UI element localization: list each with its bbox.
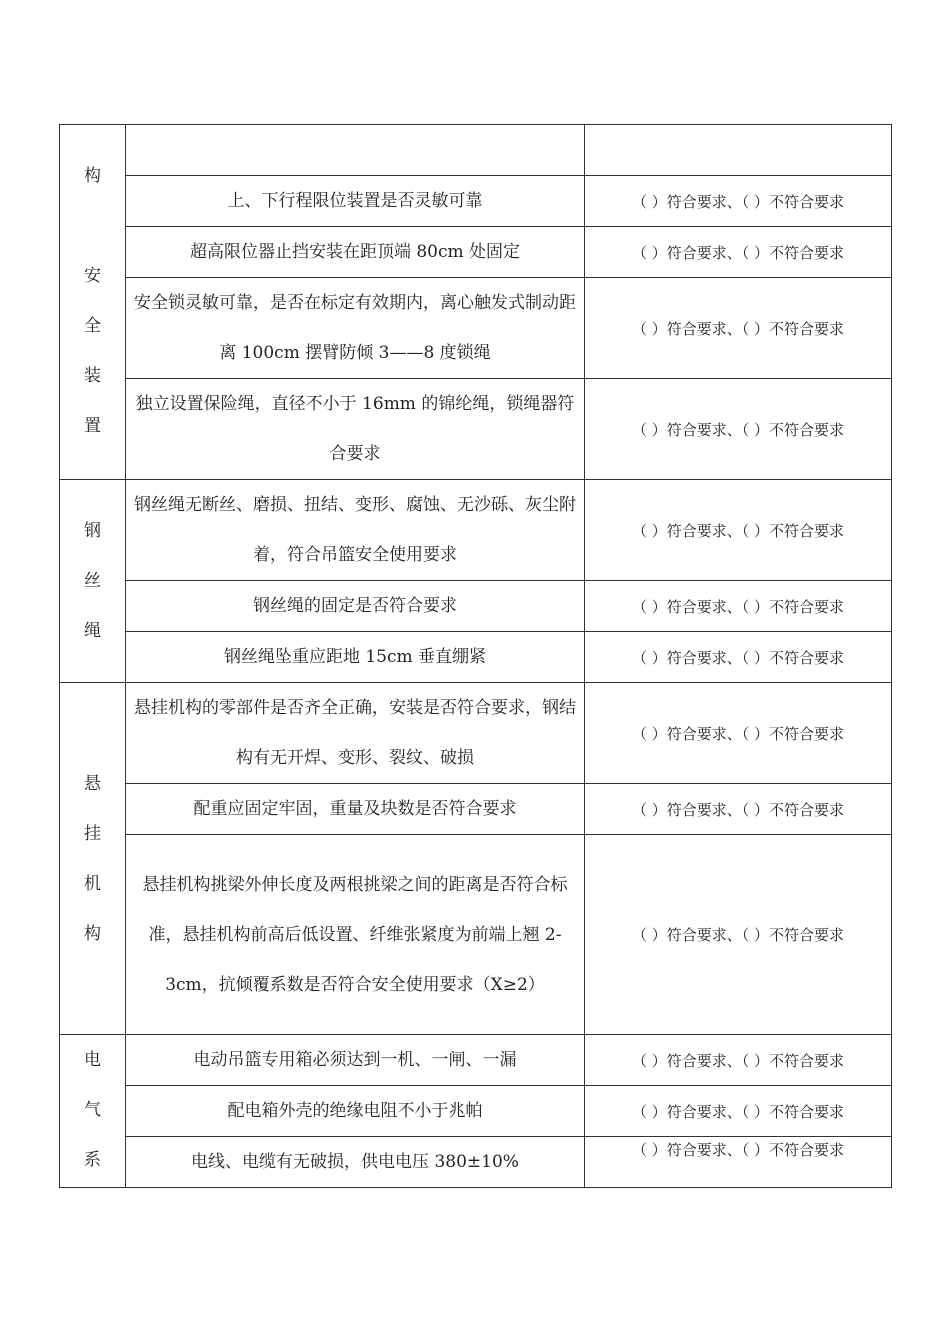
table-row bbox=[60, 227, 892, 278]
check-item bbox=[126, 125, 585, 176]
category-wire-rope: 钢 丝 绳 bbox=[60, 480, 126, 683]
result-options[interactable]: （ ）符合要求、（ ）不符合要求 bbox=[585, 227, 892, 278]
check-item: 超高限位器止挡安装在距顶端 80cm 处固定 bbox=[126, 227, 585, 278]
check-item: 钢丝绳的固定是否符合要求 bbox=[126, 581, 585, 632]
check-item: 电线、电缆有无破损，供电电压 380±10% bbox=[126, 1137, 585, 1188]
table-row bbox=[60, 835, 892, 1035]
table-row bbox=[60, 581, 892, 632]
table-row bbox=[60, 784, 892, 835]
category-electrical: 电 气 系 bbox=[60, 1035, 126, 1188]
check-item: 悬挂机构的零部件是否齐全正确，安装是否符合要求，钢结构有无开焊、变形、裂纹、破损 bbox=[126, 683, 585, 784]
check-item: 钢丝绳坠重应距地 15cm 垂直绷紧 bbox=[126, 632, 585, 683]
category-safety-devices: 构 安 全 装 置 bbox=[60, 125, 126, 480]
result-options[interactable]: （ ）符合要求、（ ）不符合要求 bbox=[585, 1035, 892, 1086]
result-options[interactable]: （ ）符合要求、（ ）不符合要求 bbox=[585, 835, 892, 1035]
table-row bbox=[60, 1137, 892, 1188]
inspection-table bbox=[59, 124, 892, 1188]
result-options[interactable]: （ ）符合要求、（ ）不符合要求 bbox=[585, 278, 892, 379]
result-options[interactable]: （ ）符合要求、（ ）不符合要求 bbox=[585, 379, 892, 480]
check-item: 配电箱外壳的绝缘电阻不小于兆帕 bbox=[126, 1086, 585, 1137]
table-row bbox=[60, 683, 892, 784]
check-item: 悬挂机构挑梁外伸长度及两根挑梁之间的距离是否符合标准，悬挂机构前高后低设置、纤维张紧度为前端上翘 2-3cm，抗倾覆系数是否符合安全使用要求（X≥2） bbox=[126, 835, 585, 1035]
table-row bbox=[60, 1086, 892, 1137]
result-options[interactable]: （ ）符合要求、（ ）不符合要求 bbox=[585, 176, 892, 227]
check-item: 上、下行程限位装置是否灵敏可靠 bbox=[126, 176, 585, 227]
table-row bbox=[60, 176, 892, 227]
table-row bbox=[60, 480, 892, 581]
check-item: 电动吊篮专用箱必须达到一机、一闸、一漏 bbox=[126, 1035, 585, 1086]
result-options[interactable]: （ ）符合要求、（ ）不符合要求 bbox=[585, 480, 892, 581]
check-item: 独立设置保险绳，直径不小于 16mm 的锦纶绳，锁绳器符合要求 bbox=[126, 379, 585, 480]
result-options[interactable]: （ ）符合要求、（ ）不符合要求 bbox=[585, 683, 892, 784]
result-cell-empty bbox=[585, 125, 892, 176]
result-options[interactable]: （ ）符合要求、（ ）不符合要求 bbox=[585, 1137, 892, 1188]
check-item: 安全锁灵敏可靠，是否在标定有效期内，离心触发式制动距离 100cm 摆臂防倾 3——8 度锁绳 bbox=[126, 278, 585, 379]
result-options[interactable]: （ ）符合要求、（ ）不符合要求 bbox=[585, 581, 892, 632]
check-item: 钢丝绳无断丝、磨损、扭结、变形、腐蚀、无沙砾、灰尘附着，符合吊篮安全使用要求 bbox=[126, 480, 585, 581]
result-options[interactable]: （ ）符合要求、（ ）不符合要求 bbox=[585, 784, 892, 835]
check-item: 配重应固定牢固，重量及块数是否符合要求 bbox=[126, 784, 585, 835]
result-options[interactable]: （ ）符合要求、（ ）不符合要求 bbox=[585, 1086, 892, 1137]
result-options[interactable]: （ ）符合要求、（ ）不符合要求 bbox=[585, 632, 892, 683]
category-suspension: 悬 挂 机 构 bbox=[60, 683, 126, 1035]
table-row bbox=[60, 125, 892, 176]
table-row bbox=[60, 278, 892, 379]
table-row bbox=[60, 379, 892, 480]
table-row bbox=[60, 632, 892, 683]
table-row bbox=[60, 1035, 892, 1086]
